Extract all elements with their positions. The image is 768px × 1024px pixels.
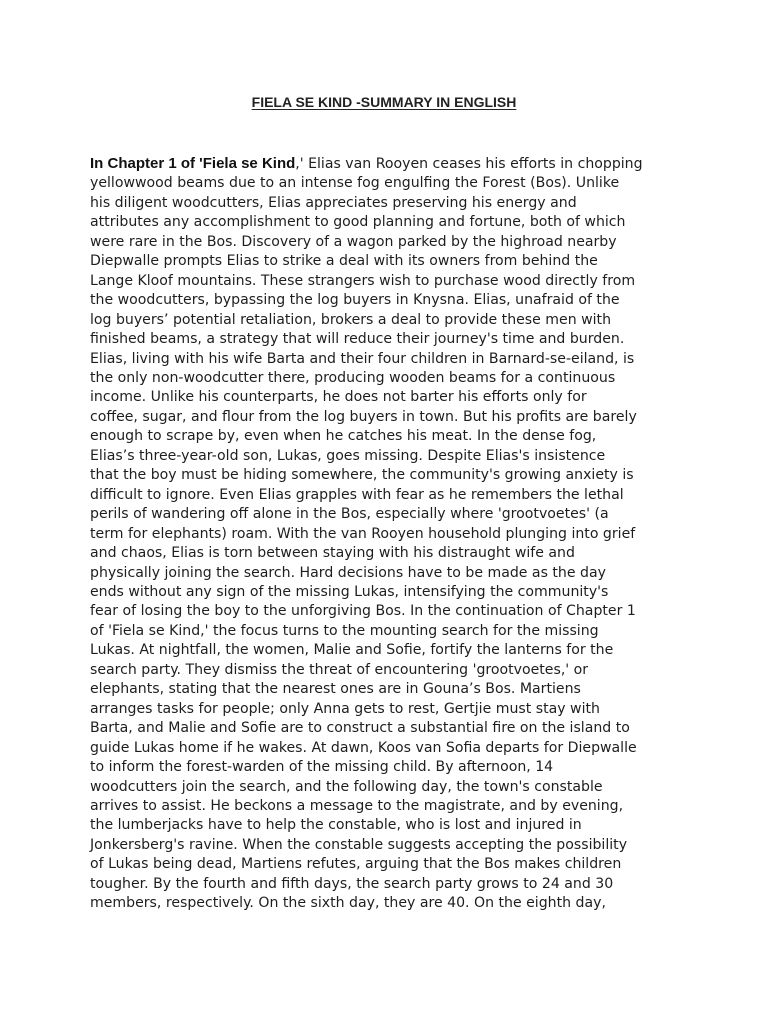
paragraph-line: log buyers’ potential retaliation, brokers a deal to provide these men with (90, 311, 612, 328)
paragraph-line: guide Lukas home if he wakes. At dawn, Koos van Sofia departs for Diepwalle (90, 739, 637, 756)
paragraph-line: of 'Fiela se Kind,' the focus turns to the mounting search for the missing (90, 622, 599, 639)
paragraph-line: perils of wandering off alone in the Bos, especially where 'grootvoetes' (a (90, 506, 609, 523)
paragraph-line: were rare in the Bos. Discovery of a wagon parked by the highroad nearby (90, 233, 617, 250)
paragraph-line: attributes any accomplishment to good planning and fortune, both of which (90, 214, 626, 231)
document-title: FIELA SE KIND -SUMMARY IN ENGLISH (251, 94, 517, 110)
paragraph-line: coffee, sugar, and flour from the log buyers in town. But his profits are barely (90, 408, 637, 425)
paragraph-line (90, 154, 690, 174)
line-text: ,' Elias van Rooyen ceases his efforts in chopping (295, 156, 643, 172)
paragraph-line: enough to scrape by, even when he catches his meat. In the dense fog, (90, 428, 597, 445)
paragraph-line: search party. They dismiss the threat of encountering 'grootvoetes,' or (90, 661, 589, 678)
paragraph-line: tougher. By the fourth and fifth days, the search party grows to 24 and 30 (90, 875, 614, 892)
paragraph-line: his diligent woodcutters, Elias appreciates preserving his energy and (90, 194, 577, 211)
chapter-lead: In Chapter 1 of 'Fiela se Kind (90, 155, 296, 172)
paragraph-line: Lukas. At nightfall, the women, Malie and Sofie, fortify the lanterns for the (90, 642, 614, 659)
paragraph-line: of Lukas being dead, Martiens refutes, arguing that the Bos makes children (90, 856, 622, 873)
paragraph-line: finished beams, a strategy that will reduce their journey's time and burden. (90, 331, 625, 348)
paragraph-line: ends without any sign of the missing Lukas, intensifying the community's (90, 583, 609, 600)
paragraph-line: to inform the forest-warden of the missing child. By afternoon, 14 (90, 759, 554, 776)
paragraph-line: the lumberjacks have to help the constable, who is lost and injured in (90, 817, 582, 834)
paragraph-line: the woodcutters, bypassing the log buyers in Knysna. Elias, unafraid of the (90, 292, 620, 309)
paragraph-line: Elias, living with his wife Barta and their four children in Barnard-se-eiland, is (90, 350, 635, 367)
paragraph-line: that the boy must be hiding somewhere, the community's growing anxiety is (90, 467, 634, 484)
paragraph-line: Barta, and Malie and Sofie are to construct a substantial fire on the island to (90, 720, 630, 737)
paragraph-line: and chaos, Elias is torn between staying with his distraught wife and (90, 545, 575, 562)
paragraph-line: Diepwalle prompts Elias to strike a deal with its owners from behind the (90, 253, 598, 270)
paragraph-line: Jonkersberg's ravine. When the constable suggests accepting the possibility (90, 836, 628, 853)
paragraph-line: Elias’s three-year-old son, Lukas, goes missing. Despite Elias's insistence (90, 447, 606, 464)
paragraph-line: Lange Kloof mountains. These strangers wish to purchase wood directly from (90, 272, 636, 289)
paragraph-line: income. Unlike his counterparts, he does not barter his efforts only for (90, 389, 587, 406)
paragraph-line: woodcutters join the search, and the following day, the town's constable (90, 778, 603, 795)
summary-paragraph (90, 154, 690, 914)
paragraph-line: elephants, stating that the nearest ones are in Gouna’s Bos. Martiens (90, 681, 581, 698)
paragraph-line: arrives to assist. He beckons a message to the magistrate, and by evening, (90, 797, 624, 814)
paragraph-line: the only non-woodcutter there, producing wooden beams for a continuous (90, 369, 616, 386)
paragraph-line: physically joining the search. Hard decisions have to be made as the day (90, 564, 606, 581)
paragraph-line: yellowwood beams due to an intense fog engulfing the Forest (Bos). Unlike (90, 175, 620, 192)
paragraph-line: difficult to ignore. Even Elias grapples with fear as he remembers the lethal (90, 486, 624, 503)
paragraph-line: arranges tasks for people; only Anna gets to rest, Gertjie must stay with (90, 700, 600, 717)
paragraph-line: term for elephants) roam. With the van Rooyen household plunging into grief (90, 525, 636, 542)
paragraph-line: members, respectively. On the sixth day, they are 40. On the eighth day, (90, 895, 606, 912)
paragraph-line: fear of losing the boy to the unforgiving Bos. In the continuation of Chapter 1 (90, 603, 636, 620)
